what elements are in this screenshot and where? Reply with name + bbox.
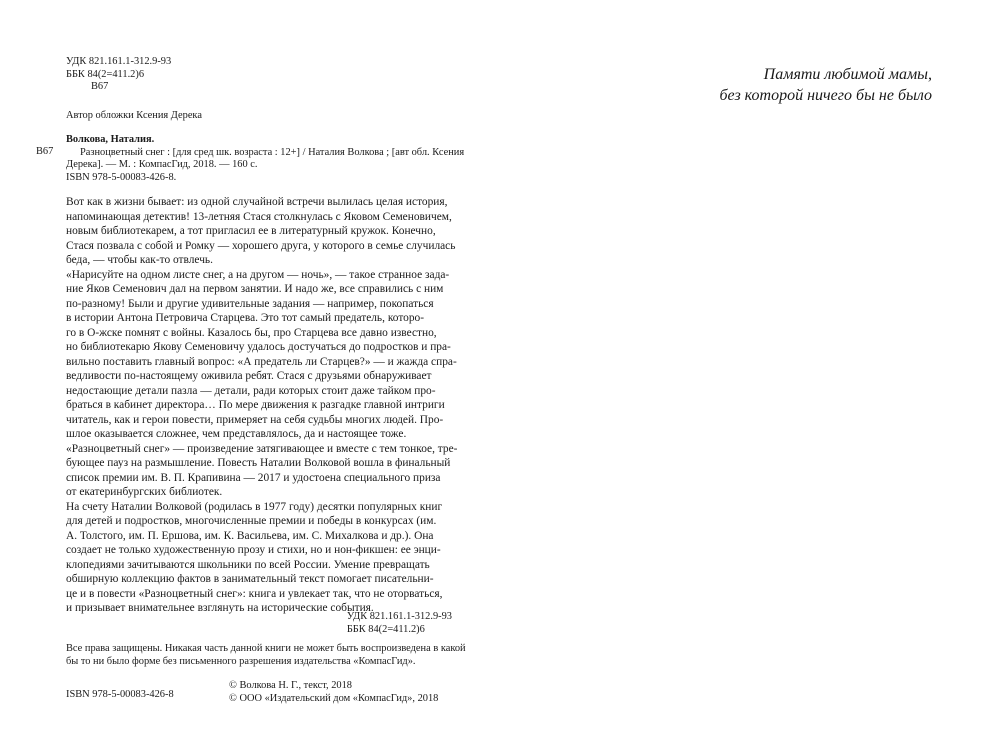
annotation-line: но библиотекарю Якову Семеновичу удалось достучаться до подростков и пра-: [66, 341, 451, 353]
bbk-code: ББК 84(2=411.2)6: [66, 68, 145, 80]
copyright-notices: [229, 680, 438, 705]
annotation-line: А. Толстого, им. П. Ершова, им. К. Васильева, им. С. Михалкова и др.). Она: [66, 529, 434, 542]
annotation-line: по-разному! Были и другие удивительные задания — например, покопаться: [66, 297, 434, 310]
dedication: [720, 64, 933, 106]
annotation-line: «Разноцветный снег» — произведение затягивающее и вместе с тем тонкое, тре-: [66, 442, 458, 455]
rights-line: бы то ни было форме без письменного разрешения издательства «КомпасГид».: [66, 655, 416, 667]
classification-block: [66, 56, 171, 94]
biblio-line: ISBN 978-5-00083-426-8.: [66, 171, 177, 183]
rights-line: Все права защищены. Никакая часть данной книги не может быть воспроизведена в какой: [66, 643, 466, 654]
annotation-line: от екатеринбургских библиотек.: [66, 486, 223, 498]
annotation-line: ведливости по-настоящему оживила ребят. Стася с друзьями обнаруживает: [66, 370, 432, 382]
annotation-line: новым библиотекарем, а тот пригласил ее в литературный кружок. Конечно,: [66, 225, 436, 237]
annotation-line: бующее пауз на размышление. Повесть Наталии Волковой вошла в финальный: [66, 457, 451, 469]
annotation-line: «Нарисуйте на одном листе снег, а на другом — ночь», — такое странное зада-: [66, 268, 450, 281]
annotation-line: обширную коллекцию фактов в занимательный текст помогает писательни-: [66, 573, 434, 585]
dedication-page: [500, 0, 1000, 750]
udk-code-footer: УДК 821.161.1-312.9-93: [346, 611, 452, 622]
annotation-line: го в О-жске помнят с войны. Казалось бы, про Старцева все давно известно,: [66, 326, 437, 339]
annotation-line: и призывает внимательнее взглянуть на исторические события.: [66, 602, 374, 614]
annotation-line: список премии им. В. П. Крапивина — 2017 и удостоена специального приза: [66, 471, 441, 484]
dedication-line-1: Памяти любимой мамы,: [763, 66, 932, 83]
annotation-line: создает не только художественную прозу и стихи, но и нон-фикшен: ее энци-: [66, 544, 441, 556]
udk-code: УДК 821.161.1-312.9-93: [66, 56, 172, 67]
annotation-line: На счету Наталии Волковой (родилась в 1977 году) десятки популярных книг: [66, 500, 443, 513]
annotation-line: недостающие детали пазла — детали, ради которых стоит даже тайком про-: [66, 384, 436, 397]
annotation-line: Вот как в жизни бывает: из одной случайной встречи вылилась целая история,: [66, 196, 448, 208]
text-copyright: © Волкова Н. Г., текст, 2018: [229, 680, 352, 691]
biblio-line: Разноцветный снег : [для сред шк. возраста : 12+] / Наталия Волкова ; [авт обл. Ксения: [80, 146, 465, 158]
rights-notice: [66, 643, 466, 668]
annotation-line: ние Яков Семенович дал на первом занятии. И надо же, все справились с ним: [66, 283, 444, 295]
annotation-line: браться в кабинет директора… По мере движения к разгадке главной интриги: [66, 399, 445, 411]
annotation-line: клопедиями зачитываются школьники по всей России. Умение превращать: [66, 558, 430, 571]
dedication-line-2: без которой ничего бы не было: [719, 87, 932, 104]
annotation-line: в истории Антона Петровича Старцева. Это тот самый предатель, которо-: [66, 312, 425, 324]
annotation-line: вильно поставить главный вопрос: «А предатель ли Старцев?» — и жажда спра-: [66, 355, 457, 368]
cover-author-credit: Автор обложки Ксения Дерека: [66, 110, 202, 121]
isbn: ISBN 978-5-00083-426-8: [66, 689, 174, 700]
bibliographic-record: [66, 134, 466, 184]
author-mark: В67: [91, 81, 109, 93]
annotation-line: це и в повести «Разноцветный снег»: книга и увлекает так, что не оторваться,: [66, 587, 443, 600]
classification-footer: [347, 611, 452, 636]
biblio-author: Волкова, Наталия.: [66, 134, 155, 145]
annotation-line: напоминающая детектив! 13-летняя Стася столкнулась с Яковом Семеновичем,: [66, 210, 452, 223]
annotation-line: шлое оказывается сложнее, чем представлялось, да и настоящее тоже.: [66, 428, 407, 440]
biblio-line: Дерека]. — М. : КомпасГид, 2018. — 160 с.: [66, 159, 258, 171]
annotation: [66, 195, 462, 616]
annotation-line: Стася позвала с собой и Ромку — хорошего друга, у которого в семье случилась: [66, 239, 456, 252]
bbk-code-footer: ББК 84(2=411.2)6: [346, 623, 425, 635]
biblio-author-mark: В67: [36, 146, 54, 157]
publisher-copyright: © ООО «Издательский дом «КомпасГид», 2018: [229, 692, 439, 704]
annotation-line: читатель, как и герои повести, примеряет на себя судьбы многих людей. Про-: [66, 413, 444, 426]
annotation-line: беда, — чтобы как-то отвлечь.: [66, 254, 213, 266]
annotation-line: для детей и подростков, многочисленные премии и победы в конкурсах (им.: [66, 515, 437, 527]
